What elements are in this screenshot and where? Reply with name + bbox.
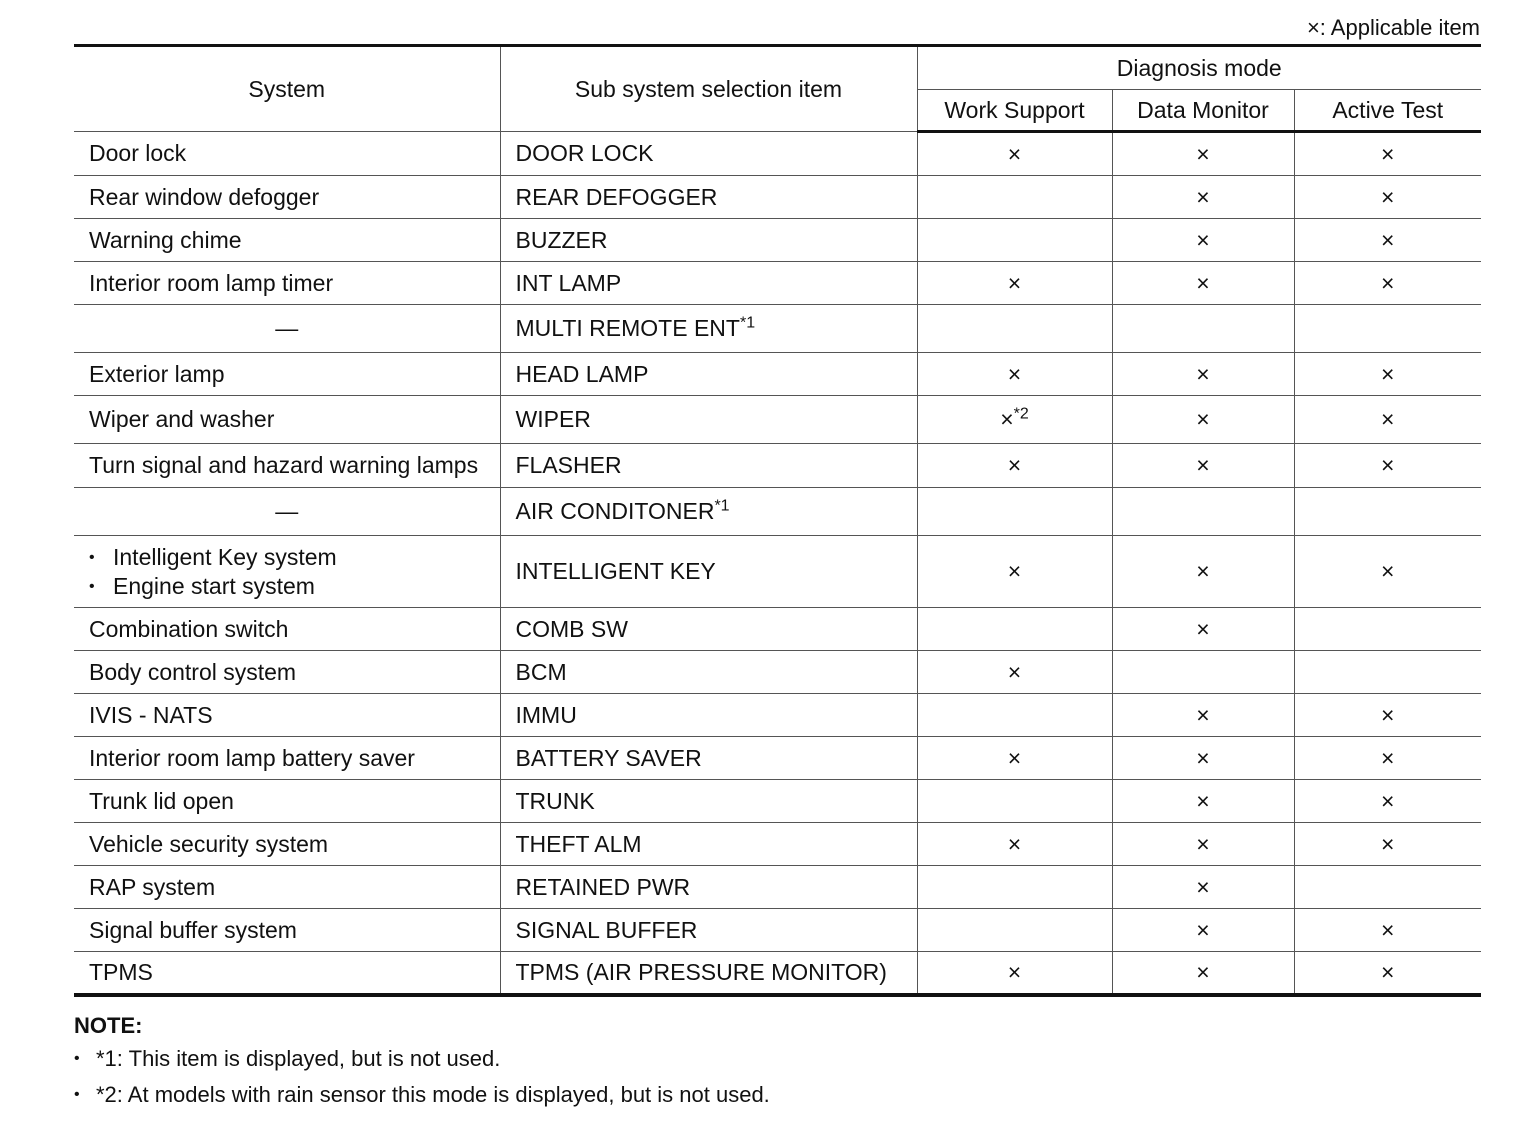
system-cell: Wiper and washer (74, 396, 500, 444)
applicable-item-legend: ×: Applicable item (1306, 15, 1480, 40)
applicable-mark: × (1007, 140, 1022, 167)
data-monitor-mark (1112, 952, 1294, 995)
applicable-mark: × (1196, 744, 1210, 771)
active-test-mark (1294, 952, 1481, 995)
data-monitor-mark (1112, 909, 1294, 952)
data-monitor-mark (1112, 132, 1294, 176)
table-row (74, 651, 1481, 694)
work-support-mark (917, 952, 1112, 995)
work-support-mark (917, 132, 1112, 176)
work-support-mark (917, 780, 1112, 823)
footnote-ref: *1 (739, 314, 756, 332)
work-support-mark (917, 737, 1112, 780)
subsystem-label: DOOR LOCK (515, 140, 654, 166)
active-test-mark (1294, 132, 1481, 176)
system-cell: Trunk lid open (74, 780, 500, 823)
applicable-mark: × (1381, 701, 1395, 728)
active-test-mark (1294, 353, 1481, 396)
table-row (74, 952, 1481, 995)
applicable-mark: × (1381, 558, 1395, 584)
header-diagnosis-mode: Diagnosis mode (917, 46, 1481, 90)
note-item: • *2: At models with rain sensor this mode is displayed, but is not used. (74, 1077, 770, 1113)
applicable-mark: × (1381, 830, 1395, 857)
data-monitor-mark (1112, 694, 1294, 737)
applicable-mark: × (1196, 406, 1210, 432)
subsystem-label: IMMU (515, 701, 577, 728)
subsystem-label: TPMS (AIR PRESSURE MONITOR) (515, 958, 887, 985)
system-cell: TPMS (74, 952, 500, 995)
subsystem-label: BUZZER (515, 226, 608, 253)
work-support-mark (917, 262, 1112, 305)
data-monitor-mark (1112, 608, 1294, 651)
active-test-mark (1294, 536, 1481, 608)
applicable-mark: × (1196, 787, 1210, 814)
header-data-monitor: Data Monitor (1112, 90, 1294, 132)
table-row (74, 737, 1481, 780)
subsystem-cell (500, 694, 917, 737)
header-subsystem: Sub system selection item (500, 46, 917, 132)
system-cell: Door lock (74, 132, 500, 176)
applicable-mark: × (1381, 226, 1395, 253)
data-monitor-mark (1112, 176, 1294, 219)
subsystem-cell (500, 823, 917, 866)
subsystem-label: WIPER (515, 406, 591, 432)
work-support-mark (917, 219, 1112, 262)
subsystem-label: MULTI REMOTE ENT (515, 315, 740, 341)
active-test-mark (1294, 651, 1481, 694)
applicable-mark: × (1381, 744, 1395, 771)
subsystem-cell (500, 219, 917, 262)
applicable-mark: × (1381, 787, 1395, 814)
applicable-mark: × (1381, 269, 1395, 296)
table-row (74, 608, 1481, 651)
system-cell: Exterior lamp (74, 353, 500, 396)
data-monitor-mark (1112, 823, 1294, 866)
system-cell: RAP system (74, 866, 500, 909)
data-monitor-mark (1112, 737, 1294, 780)
applicable-mark: × (1196, 183, 1210, 210)
table-row (74, 262, 1481, 305)
applicable-mark: × (1007, 744, 1022, 771)
subsystem-cell (500, 536, 917, 608)
applicable-mark: × (1007, 452, 1022, 478)
system-cell: Body control system (74, 651, 500, 694)
data-monitor-mark (1112, 488, 1294, 536)
subsystem-label: HEAD LAMP (515, 360, 649, 387)
applicable-mark: × (1007, 830, 1022, 857)
subsystem-cell (500, 488, 917, 536)
table-row (74, 176, 1481, 219)
system-cell: Warning chime (74, 219, 500, 262)
subsystem-label: RETAINED PWR (515, 873, 691, 900)
subsystem-cell (500, 305, 917, 353)
applicable-mark: × (1196, 269, 1210, 296)
active-test-mark (1294, 219, 1481, 262)
system-cell: — (74, 488, 500, 536)
note-item: • *1: This item is displayed, but is not used. (74, 1041, 770, 1077)
table-header (74, 46, 1481, 132)
active-test-mark (1294, 396, 1481, 444)
subsystem-label: REAR DEFOGGER (515, 183, 718, 210)
table-body (74, 132, 1481, 995)
applicable-mark: × (1000, 406, 1014, 432)
applicable-mark: × (1381, 958, 1395, 985)
table-row (74, 305, 1481, 353)
system-list-item: • Intelligent Key system (89, 543, 494, 572)
system-cell: Turn signal and hazard warning lamps (74, 444, 500, 488)
subsystem-cell (500, 262, 917, 305)
subsystem-cell (500, 909, 917, 952)
applicable-mark: × (1196, 615, 1210, 642)
active-test-mark (1294, 488, 1481, 536)
system-cell: Interior room lamp timer (74, 262, 500, 305)
applicable-mark: × (1381, 916, 1395, 943)
header-work-support: Work Support (917, 90, 1112, 132)
table-row (74, 444, 1481, 488)
applicable-mark: × (1381, 360, 1395, 387)
applicable-mark: × (1381, 183, 1395, 210)
applicable-mark: × (1196, 226, 1210, 253)
work-support-mark (917, 536, 1112, 608)
active-test-mark (1294, 608, 1481, 651)
data-monitor-mark (1112, 866, 1294, 909)
subsystem-cell (500, 176, 917, 219)
applicable-mark: × (1381, 140, 1395, 167)
subsystem-cell (500, 780, 917, 823)
work-support-mark (917, 909, 1112, 952)
active-test-mark (1294, 737, 1481, 780)
applicable-mark: × (1196, 360, 1210, 387)
table-row (74, 823, 1481, 866)
subsystem-cell (500, 737, 917, 780)
subsystem-cell (500, 396, 917, 444)
subsystem-label: THEFT ALM (515, 830, 642, 857)
system-cell: Signal buffer system (74, 909, 500, 952)
table-row (74, 694, 1481, 737)
work-support-mark (917, 353, 1112, 396)
system-list (89, 543, 494, 601)
work-support-mark (917, 396, 1112, 444)
data-monitor-mark (1112, 219, 1294, 262)
table-row (74, 536, 1481, 608)
system-cell: Vehicle security system (74, 823, 500, 866)
work-support-mark (917, 866, 1112, 909)
system-cell (74, 536, 500, 608)
table-row (74, 488, 1481, 536)
subsystem-label: TRUNK (515, 787, 595, 814)
applicable-mark: × (1196, 140, 1210, 167)
work-support-mark (917, 176, 1112, 219)
header-active-test: Active Test (1294, 90, 1481, 132)
applicable-mark: × (1007, 558, 1022, 584)
system-cell: IVIS - NATS (74, 694, 500, 737)
subsystem-label: BATTERY SAVER (515, 744, 702, 771)
table-row (74, 909, 1481, 952)
table-row (74, 396, 1481, 444)
table-row (74, 132, 1481, 176)
active-test-mark (1294, 262, 1481, 305)
applicable-mark: × (1196, 916, 1210, 943)
system-list-item: • Engine start system (89, 572, 494, 601)
work-support-mark (917, 488, 1112, 536)
subsystem-label: SIGNAL BUFFER (515, 916, 698, 943)
active-test-mark (1294, 823, 1481, 866)
subsystem-label: INTELLIGENT KEY (515, 558, 716, 584)
subsystem-label: INT LAMP (515, 269, 622, 296)
subsystem-cell (500, 608, 917, 651)
active-test-mark (1294, 305, 1481, 353)
applicable-mark: × (1007, 269, 1022, 296)
system-cell: — (74, 305, 500, 353)
subsystem-label: COMB SW (515, 615, 628, 642)
active-test-mark (1294, 780, 1481, 823)
data-monitor-mark (1112, 396, 1294, 444)
applicable-mark: × (1007, 360, 1022, 387)
data-monitor-mark (1112, 305, 1294, 353)
subsystem-cell (500, 444, 917, 488)
subsystem-cell (500, 651, 917, 694)
footnote-ref: *1 (714, 497, 730, 515)
applicable-mark: × (1196, 958, 1210, 985)
system-cell: Rear window defogger (74, 176, 500, 219)
note-title: NOTE: (74, 1013, 143, 1038)
footnote-ref: *2 (1013, 405, 1029, 423)
note-section (74, 1011, 770, 1113)
applicable-mark: × (1196, 830, 1210, 857)
table-row (74, 780, 1481, 823)
subsystem-label: FLASHER (515, 452, 622, 478)
applicable-mark: × (1196, 873, 1210, 900)
work-support-mark (917, 444, 1112, 488)
applicable-mark: × (1196, 558, 1210, 584)
applicable-mark: × (1007, 958, 1022, 985)
data-monitor-mark (1112, 444, 1294, 488)
system-cell: Combination switch (74, 608, 500, 651)
subsystem-cell (500, 866, 917, 909)
applicable-mark: × (1007, 658, 1022, 685)
data-monitor-mark (1112, 651, 1294, 694)
work-support-mark (917, 823, 1112, 866)
data-monitor-mark (1112, 536, 1294, 608)
system-cell: Interior room lamp battery saver (74, 737, 500, 780)
subsystem-cell (500, 132, 917, 176)
active-test-mark (1294, 694, 1481, 737)
active-test-mark (1294, 176, 1481, 219)
applicable-mark: × (1381, 406, 1395, 432)
data-monitor-mark (1112, 780, 1294, 823)
work-support-mark (917, 608, 1112, 651)
data-monitor-mark (1112, 262, 1294, 305)
applicable-mark: × (1196, 701, 1210, 728)
active-test-mark (1294, 909, 1481, 952)
subsystem-cell (500, 952, 917, 995)
data-monitor-mark (1112, 353, 1294, 396)
work-support-mark (917, 694, 1112, 737)
applicable-mark: × (1196, 452, 1210, 478)
table-row (74, 353, 1481, 396)
header-system: System (74, 46, 500, 132)
table-row (74, 219, 1481, 262)
subsystem-label: AIR CONDITONER (515, 498, 715, 524)
diagnosis-mode-table (74, 44, 1481, 997)
active-test-mark (1294, 866, 1481, 909)
active-test-mark (1294, 444, 1481, 488)
table-row (74, 866, 1481, 909)
subsystem-cell (500, 353, 917, 396)
work-support-mark (917, 651, 1112, 694)
applicable-mark: × (1381, 452, 1395, 478)
subsystem-label: BCM (515, 658, 567, 685)
work-support-mark (917, 305, 1112, 353)
